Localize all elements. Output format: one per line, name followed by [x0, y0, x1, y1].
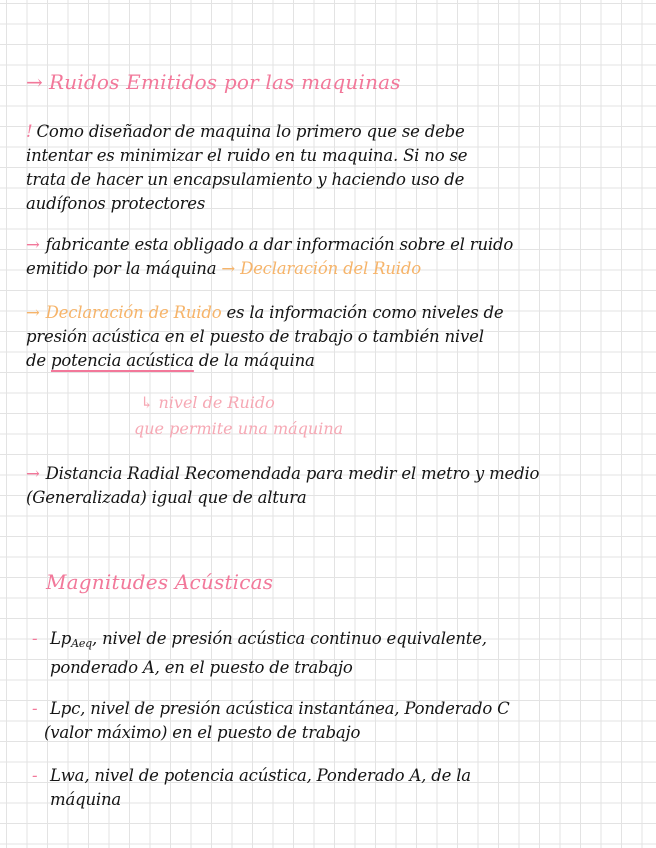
- bullet-2-line-1-text: , nivel de presión acústica instantánea, Ponderado C: [80, 699, 510, 718]
- para1-line-3: trata de hacer un encapsulamiento y haciendo uso de: [26, 170, 465, 189]
- para3-line-3-pre: de: [26, 351, 46, 370]
- arrow-icon: →: [221, 259, 236, 278]
- paragraph-fabricante: [26, 233, 634, 281]
- heading-magnitudes-acusticas: [46, 570, 654, 594]
- heading-ruidos-emitidos: [26, 70, 634, 94]
- bullet-1-line-1: [32, 627, 640, 656]
- para3-line-1: [26, 301, 634, 325]
- para2-line-2-text: emitido por la máquina: [26, 259, 217, 278]
- bullet-3-line-2: máquina: [50, 790, 122, 809]
- para2-line-1: [26, 233, 634, 257]
- para4-line-1: [26, 462, 634, 486]
- para3-line-3-post: de la máquina: [198, 351, 315, 370]
- arrow-icon: →: [26, 235, 40, 254]
- para3-line-2: presión acústica en el puesto de trabajo o también nivel: [26, 327, 484, 346]
- bullet-lwa: [32, 764, 640, 812]
- dash-icon: -: [32, 766, 38, 785]
- para4-line-1-text: Distancia Radial Recomendada para medir el metro y medio: [45, 464, 540, 483]
- paragraph-declaracion: [26, 301, 634, 373]
- para4-line-2: (Generalizada) igual que de altura: [26, 488, 307, 507]
- bullet-1-subscript: Aeq: [71, 637, 93, 650]
- annotation-nivel-ruido: [134, 390, 344, 442]
- dash-icon: -: [32, 699, 38, 718]
- paragraph-distancia-radial: [26, 462, 634, 510]
- bullet-1-line-1-text: , nivel de presión acústica continuo equivalente,: [92, 629, 487, 648]
- bullet-2-symbol: Lpc: [50, 699, 81, 718]
- arrow-icon: →: [26, 464, 40, 483]
- bullet-3-symbol: Lwa: [50, 766, 85, 785]
- declaracion-ruido-highlight: Declaración del Ruido: [240, 259, 421, 278]
- bullet-lpaeq: [32, 627, 640, 680]
- exclamation-icon: !: [26, 122, 33, 141]
- arrow-icon: →: [26, 70, 43, 94]
- annotation-line-2: que permite una máquina: [134, 419, 344, 438]
- para1-line-2: intentar es minimizar el ruido en tu maquina. Si no se: [26, 146, 468, 165]
- bullet-3-line-1: [32, 764, 640, 788]
- bullet-2-line-1: [32, 697, 640, 721]
- paragraph-disenador: [26, 120, 634, 216]
- arrow-icon: →: [26, 303, 40, 322]
- para1-line-1: [26, 120, 634, 144]
- para2-line-2: [26, 257, 634, 281]
- para3-line-3: [26, 349, 634, 373]
- bullet-lpc: [32, 697, 640, 745]
- annotation-line-1: ↳ nivel de Ruido: [140, 393, 275, 412]
- heading-text: Ruidos Emitidos por las maquinas: [48, 70, 401, 94]
- para2-line-1-text: fabricante esta obligado a dar información sobre el ruido: [45, 235, 514, 254]
- bullet-1-symbol: Lp: [50, 629, 72, 648]
- potencia-acustica-underlined: potencia acústica: [50, 351, 194, 370]
- heading-text: Magnitudes Acústicas: [46, 570, 274, 594]
- para3-line-1-rest: es la información como niveles de: [226, 303, 504, 322]
- dash-icon: -: [32, 629, 38, 648]
- para1-line-4: audífonos protectores: [26, 194, 206, 213]
- declaracion-term: Declaración de Ruido: [45, 303, 222, 322]
- bullet-3-line-1-text: , nivel de potencia acústica, Ponderado A, de la: [84, 766, 471, 785]
- para1-line-1-text: Como diseñador de maquina lo primero que se debe: [36, 122, 465, 141]
- bullet-2-line-2: (valor máximo) en el puesto de trabajo: [44, 723, 361, 742]
- bullet-1-line-2: ponderado A, en el puesto de trabajo: [50, 658, 353, 677]
